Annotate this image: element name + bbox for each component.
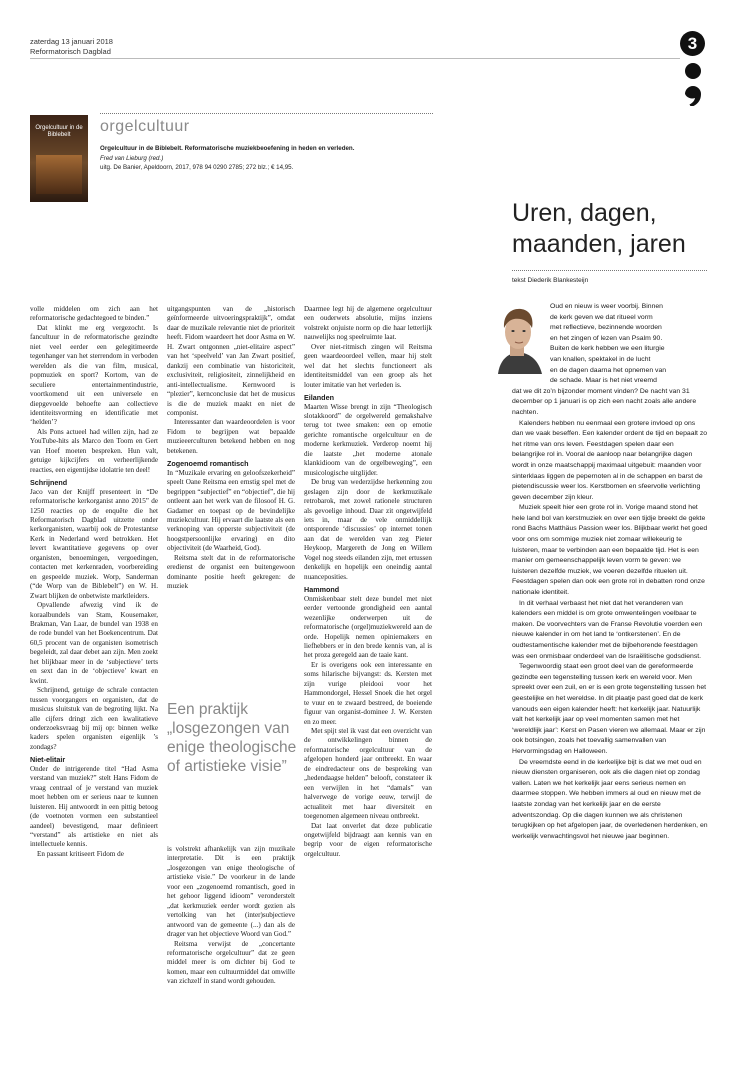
subheading-hammond: Hammond	[304, 585, 340, 595]
text-line: Buiten de kerk hebben we een liturgie	[550, 345, 665, 353]
paragraph: Reitsma stelt dat in de reformatorische eredienst de organist een buitengewoon dominante positie heeft gekregen: de muziek	[167, 553, 295, 591]
subheading-eilanden: Eilanden	[304, 393, 334, 403]
pull-quote: Een praktijk „losgezongen van enige theologische of artistieke visie”	[167, 701, 297, 775]
page-number-badge: 3	[680, 31, 705, 56]
paragraph: De brug van wederzijdse herkenning zou geslagen zijn door de kerkmuzikale retrobarok, met zowel rationele structuren als gevoelige inhoud. Daar zit ongetwijfeld iets in, maar de vele onmiddellijk ontsporende ‘discussies’ op internet tonen aan dat de werelden van zeg Pieter Heykoop, Margereth de Jong en Willem Vogel nog steeds eilanden zijn, met ertussen denkelijk en hopelijk een oneindig aantal nuanceposities.	[304, 478, 432, 581]
article-headline	[512, 198, 686, 260]
paragraph: Er is overigens ook een interessante en soms hilarische bijvangst: ds. Kersten met zijn vurige pleidooi voor het Hammondorgel, Hessel Snoek die het orgel te vuur en te zwaard bestreed, de boeiende figuur van organist-dominee J. W. Kersten en zo meer.	[304, 660, 432, 726]
review-top-rule	[100, 113, 433, 114]
review-column-1	[30, 305, 158, 859]
paragraph: dat we dit zo’n bijzonder moment vinden? De nacht van 31 december op 1 januari is op zich een nacht zoals alle andere nachten.	[512, 387, 697, 416]
newspaper-name: Reformatorisch Dagblad	[30, 47, 111, 56]
lead-paragraph	[512, 302, 708, 387]
text-line: de schade. Maar is het niet vreemd	[550, 377, 657, 385]
paragraph: is volstrekt afhankelijk van zijn muzikale interpretatie. Dit is een praktijk „losgezongen van enige theologische of artistieke visie.” De voorkeur in de lande voor een „zogenoemd romantisch, goed in het gehoor liggend idioom” veronderstelt „dat kerkmuziek eerder wordt gezien als vertolking van het (inter)subjectieve antwoord van de gemeente (...) dan als de drager van het objectieve Woord van God.”	[167, 845, 295, 939]
paragraph: Muziek speelt hier een grote rol in. Vorige maand stond het hele land bol van kerstmuziek en over een tijdje breekt de gekte rond Bachs Matthäus Passion weer los. Blijkbaar werkt het goed voor ons om sommige muziek niet zomaar willekeurig te luisteren, maar te verbinden aan een bepaalde tijd. Het is een manier om gemeenschappelijk leven vorm te geven: we luisteren dezelfde muziek, we voeren dezelfde rituelen uit. Feestdagen spelen dan ook een grote rol in debatten rond onze nationale identiteit.	[512, 504, 708, 597]
paragraph: Kalenders hebben nu eenmaal een grotere invloed op ons dan we vaak beseffen. Een kalender ordent de tijd en bepaalt zo het ritme van ons leven. Feestdagen spelen daar een belangrijke rol in. Vooral de aanloop naar belangrijke dagen wordt in onze maatschappij maximaal uitgebuit: maanden voor sinterklaas liggen de pepernoten al in de schappen en barst de pietendiscussie weer los. Kerstbomen en sfeervolle verlichting geven december zijn kleur.	[512, 419, 708, 501]
headline-line: maanden, jaren	[512, 230, 686, 258]
paragraph: uitgangspunten van de „historisch geïnformeerde uitvoeringspraktijk”, omdat daar de muzikale relevantie niet de prioriteit heeft. Fidom waardeert het door Asma en W. H. Zwart ontgonnen „niet-elitaire aspect” van het ‘speelveld’ van Jan Zwart positief, dankzij een combinatie van historiciteit, exclusiviteit, religiositeit, zinnelijkheid en anti-intellectualisme. Kernwoord is “plezier”, kernconclusie dat het de musicus is die de muziek maakt en niet de componist.	[167, 305, 295, 417]
paragraph: Onmiskenbaar stelt deze bundel met niet eerder vertoonde grondigheid een aantal wezenlijke onderwerpen uit de reformatorische (orgel)muziekwereld aan de orde. Hopelijk nemen opiniemakers en liefhebbers er in den brede kennis van, al is het proza geregeld aan de taaie kant.	[304, 594, 432, 660]
paragraph: Daarmee legt hij de algemene orgelcultuur een ouderwets absolutie, mijns inziens volstrekt onjuiste norm op die haar letterlijk nauwelijks nog speelruimte laat.	[304, 305, 432, 342]
subheading-schrijnend: Schrijnend	[30, 478, 68, 488]
paragraph: Maarten Wisse brengt in zijn “Theologisch slotakkoord” de orgelwereld gemakshalve terug tot twee smaken: een op emotie gerichte romantische orgelcultuur en de moderne kerkmuziek. Verderop noemt hij die laatste „het moderne atonale klankidioom van de orgelbeweging”, een musicologische uitglijder.	[304, 402, 432, 477]
paragraph: Interessanter dan waardeoordelen is voor Fidom te begrijpen wat bepaalde muzieeerculturen betekend hebben en nog betekenen.	[167, 418, 295, 455]
paragraph: Reitsma verwijst de „concertante reformatorische orgelcultuur” dat ze geen middel meer is om dichter bij God te komen, maar een cultuurmiddel dat omwille van zichzelf in stand wordt gehouden.	[167, 939, 295, 986]
byline: tekst Diederik Blankesteijn	[512, 277, 589, 284]
text-line: de kerk geven we dat ritueel vorm	[550, 313, 653, 321]
semicolon-logo-icon	[678, 60, 708, 106]
paragraph: De vreemdste eend in de kerkelijke bijt is dat we met oud en nieuw diensten organiseren, ook als die dagen niet op zondag vallen. Laten we het kerkelijk jaar eens serieus nemen en daarmee stoppen. We hebben immers al oud en nieuw met de laatste zondag van het kerkelijk jaar en de eerste adventszondag. Op die dagen kunnen we als christenen terugkijken op het afgelopen jaar, de overledenen herdenken, en werkelijk verwachtingsvol het nieuwe jaar beginnen.	[512, 758, 708, 840]
text-line: Oud en nieuw is weer voorbij. Binnen	[550, 303, 663, 310]
book-metadata	[100, 144, 430, 173]
text-line: met reflectieve, bezinnende woorden	[550, 324, 662, 332]
paragraph: Met spijt stel ik vast dat een overzicht van de ontwikkelingen binnen de reformatorische orgelcultuur van de afgelopen honderd jaar ontbreekt. En waar de eindredacteur ons de bespreking van „hedendaagse helden” belooft, constateer ik een verwijlen in het “damals” van halverwege de vorige eeuw, terwijl de actualiteit met haar diversiteit en toegenomen algemeen niveau ontbreekt.	[304, 727, 432, 821]
paragraph: Als Pons actueel had willen zijn, had ze YouTube-hits als Marco den Toom en Gert van Hoef moeten bespreken. Hun valt, getuige kijkcijfers en verheerlijkende reacties, een eigentijdse idolatrie ten deel!	[30, 427, 158, 474]
paragraph: Opvallende afwezig vind ik de koraalbundels van Stam, Kousemaker, Brakman, Van Laar, de bundel van 1938 en de rode bundel van het Boekencentrum. Dat 60,5 procent van de organisten isometrisch begeleidt, zal daar debet aan zijn. Men zoekt het blijkbaar meer in de ‘subjectieve’ terts en sext dan in de ‘objectieve’ kwart en kwint.	[30, 601, 158, 685]
paragraph: In “Muzikale ervaring en geloofszekerheid” speelt Oane Reitsma een ernstig spel met de begrippen “subjectief” en “objectief”, die hij ontleent aan het werk van de filosoof H. G. Gadamer en toepast op de bevindelijke muziekcultuur. Hij ervaart die laatste als een verknoping van opperste subjectiviteit (de hoogstpersoonlijke ervaring) en dito objectiviteit (de Waarheid, God).	[167, 468, 295, 553]
text-line: en de dagen daarna het opnemen van	[550, 366, 667, 374]
article-body	[512, 302, 708, 842]
book-cover-title: Orgelcultuur in de Biblebelt	[35, 125, 83, 138]
paragraph: Jaco van der Knijff presenteert in “De reformatorische kerkorganist anno 2015” de 1250 reacties op de enquête die het Reformatorisch Dagblad uitzette onder kerkorganisten, waarbij ook de Protestantse Kerk in Nederland werd betrokken. Het levert kwantitatieve gegevens op over organisten, benoemingen, vergoedingen, contacten met kerkenraden, voorbereiding en gespeelde muziek. Worp, Sanderman (“de Worp van de Biblebelt”) en W. H. Zwart blijken de onbetwiste marktleiders.	[30, 487, 158, 600]
paragraph: volle middelen om zich aan het reformatorische gedachtegoed te binden.”	[30, 305, 158, 323]
cover-organ-photo	[36, 155, 82, 194]
book-details: uitg. De Banier, Apeldoorn, 2017, 978 94 0290 2785; 272 blz.; € 14,95.	[100, 164, 294, 171]
book-editor: Fred van Lieburg (red.)	[100, 154, 164, 162]
subheading-zogenoemd-romantisch: Zogenoemd romantisch	[167, 459, 249, 469]
paragraph: Schrijnend, getuige de schrale contacten tussen voorgangers en organisten, dat de musicus sluitstuk van de begroting lijkt. Na alle cijfers dringt zich een kwalitatieve onderzoeksvraag bij mij op: binnen welke kaders spelen organisten eigenlijk ’s zondags?	[30, 686, 158, 751]
section-title: orgelcultuur	[100, 118, 190, 135]
paragraph: Dat laat onverlet dat deze publicatie ongetwijfeld bijdraagt aan kennis van en begrip voor de eigen reformatorische orgelcultuur.	[304, 821, 432, 858]
paragraph: Tegenwoordig staat een groot deel van de gereformeerde gezindte een tegenstelling tussen kerk en wereld voor. Men spreekt over een zuil, en er is een grote tegenstelling tussen het geestelijke en het wereldse. In dit plaatje past goed dat de kerk vanouds een eigen kalender heeft: het kerkelijk jaar. Natuurlijk valt het kerkelijk jaar op veel momenten samen met het ‘wereldlijk jaar’: Kerst en Pasen vieren we allemaal. Maar er zijn ook botsingen, zoals het toevallig samenvallen van Hervormingsdag en Halloween.	[512, 663, 707, 755]
paragraph: En passant kritiseert Fidom de	[37, 849, 124, 858]
book-title: Orgelcultuur in de Biblebelt. Reformatorische muziekbeoefening in heden en verleden.	[100, 145, 355, 152]
review-column-3	[304, 305, 432, 859]
paragraph: Over niet-ritmisch zingen wil Reitsma geen waardeoordeel vellen, maar hij stelt wel dat het slechts functioneert als identiteitsmiddel van een groep als het louter imitatie van het verleden is.	[304, 342, 432, 389]
page-header	[30, 37, 113, 57]
paragraph: Dat klinkt me erg vergezocht. Is fancultuur in de reformatorische gezindte niet veel eerder een gelegitimeerde tegenhanger van het sterrendom in verboden werelden als die van film, musical, popmuziek en sport? Kortom, van de seculiere entertainmentindustrie, voortkomend uit een universele en diepgevoelde behoefte aan collectieve identiteitsvorming en identificatie met ‘helden’?	[30, 323, 158, 427]
byline-rule	[512, 270, 707, 271]
review-column-2	[167, 305, 295, 592]
paragraph: In dit verhaal verbaast het niet dat het veranderen van kalenders een middel is om grote omwentelingen voelbaar te maken. De voorvechters van de Franse Revolutie voerden een nieuwe kalender in om het land te ‘ontkerstenen’. En de oudtestamentische kalender met de bijbehorende feestdagen was een onmisbaar onderdeel van de Israëlitische godsdienst.	[512, 599, 703, 660]
header-rule	[30, 58, 680, 59]
text-line: van knallen, spektakel in de lucht	[550, 355, 651, 363]
book-cover-image	[30, 115, 88, 202]
edition-date: zaterdag 13 januari 2018	[30, 37, 113, 46]
subheading-niet-elitair: Niet-elitair	[30, 755, 66, 765]
headline-line: Uren, dagen,	[512, 199, 657, 227]
paragraph: Onder de intrigerende titel “Had Asma verstand van muziek?” stelt Hans Fidom de vraag centraal of je verstand van muziek moet hebben om er serieus naar te kunnen luisteren. Hij antwoordt in een pittig betoog (de voetnoten vormen een substantieel aandeel) bevestigend, maar definieert “verstand” als artistieke en niet als intellectuele kennis.	[30, 764, 158, 849]
text-line: en het zingen of lezen van Psalm 90.	[550, 334, 663, 342]
review-column-2-continued	[167, 845, 295, 987]
